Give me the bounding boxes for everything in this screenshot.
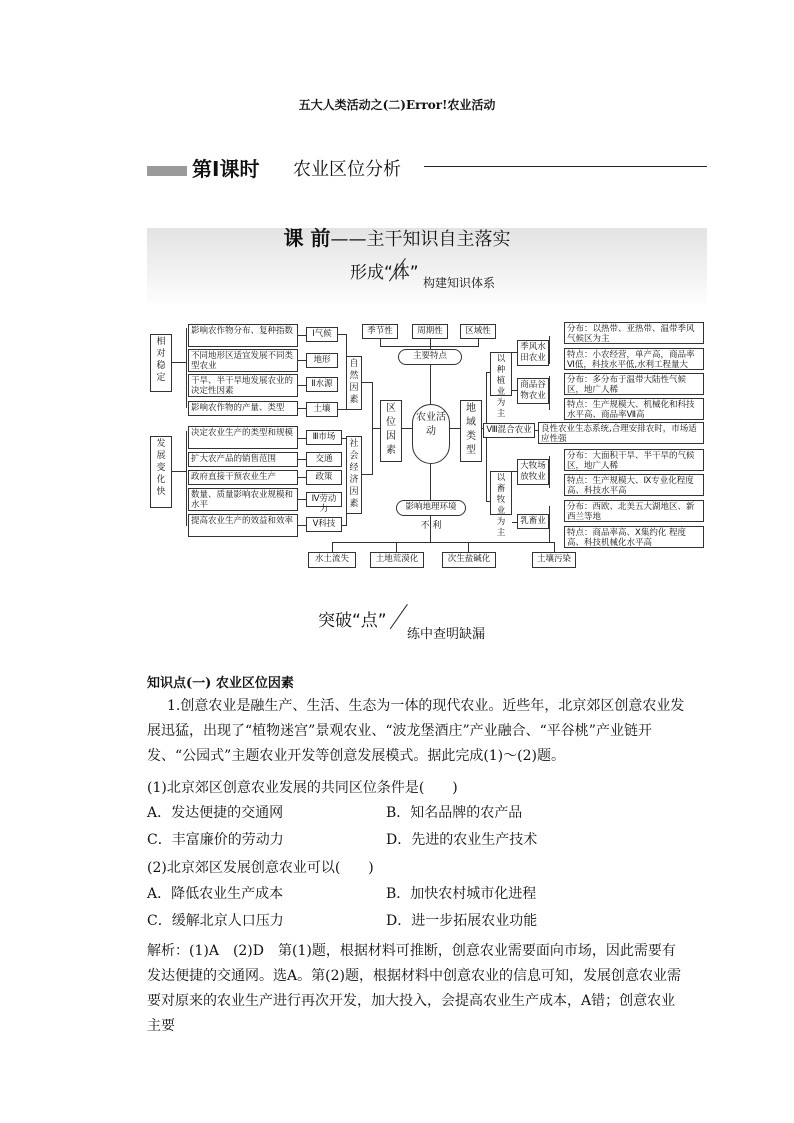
connector-line [332, 542, 554, 543]
connector-line [298, 477, 306, 478]
connector-line [298, 360, 306, 361]
grain-distribution: 分布：多分布于温带大陆性气候区，地广人稀 [564, 373, 704, 395]
connector-line [396, 542, 397, 552]
connector-line [380, 346, 479, 347]
main-features-title: 主要特点 [398, 349, 462, 365]
connector-line [549, 376, 550, 410]
knowledge-point-heading: 知识点(一) 农业区位因素 [147, 676, 294, 691]
lesson-marker-bar [147, 166, 187, 176]
connector-line [172, 471, 186, 472]
social-factor: Ⅴ科技 [306, 517, 342, 532]
social-factor-desc: 提高农业生产的效益和效率 [188, 514, 298, 537]
connector-line [430, 365, 431, 405]
form-system-title: 形成“体” [350, 263, 419, 283]
connector-line [298, 385, 306, 386]
impact-item: 次生盐碱化 [442, 552, 496, 568]
social-factor: 交通 [306, 452, 342, 467]
break-point-subtitle: 练中查明缺漏 [407, 627, 486, 642]
connector-line [362, 382, 372, 383]
social-factor: 政策 [306, 470, 342, 485]
subquestion-1: (1)北京郊区创意农业发展的共同区位条件是( ) [147, 780, 458, 796]
impact-item: 土地荒漠化 [370, 552, 424, 568]
connector-line [186, 328, 187, 408]
option: B．知名品牌的农产品 [386, 805, 523, 821]
connector-line [298, 459, 306, 460]
social-factor: Ⅳ劳动力 [306, 492, 342, 507]
connector-line [186, 431, 187, 526]
type-ranch: 大牧场放牧业 [517, 459, 549, 485]
grazing-label: 以畜牧业为主 [490, 471, 512, 515]
connector-line [380, 339, 381, 346]
connector-line [430, 339, 431, 349]
natural-factor: Ⅰ气候 [306, 327, 338, 342]
social-factor: Ⅲ市场 [306, 430, 342, 445]
social-factor-desc: 政府直接干预农业生产 [188, 470, 298, 485]
location-factors-branch: 区位因素 [380, 400, 402, 462]
option: A．降低农业生产成本 [147, 886, 284, 902]
dynamic-label: 发展变化快 [150, 436, 172, 508]
feature-item: 季节性 [362, 324, 398, 339]
natural-factor: Ⅱ水源 [306, 377, 338, 392]
type-mixed: Ⅷ混合农业 [483, 423, 535, 438]
connector-line [332, 542, 333, 552]
impact-item: 水土流失 [308, 552, 356, 568]
break-point-title: 突破“点” [318, 611, 387, 631]
connector-line [549, 336, 550, 364]
regional-types-branch: 地域类型 [460, 400, 482, 462]
mindmap-center: 农业活动 [412, 404, 450, 464]
rice-features: 特点：小农经营，单产高，商品率Ⅵ低，科技水平低,水利工程量大 [564, 348, 704, 370]
natural-factor-desc: 不同地形区适宜发展不同类型农业 [188, 349, 298, 372]
feature-item: 周期性 [412, 324, 448, 339]
connector-line [554, 542, 555, 552]
connector-line [298, 408, 306, 409]
pre-class-heading [0, 222, 794, 251]
type-rice: 季风水田农业 [517, 340, 549, 366]
connector-line [338, 409, 346, 410]
knowledge-mindmap [150, 316, 710, 572]
natural-factor-desc: 影响农作物的产量、类型 [188, 401, 298, 416]
title-slash [390, 604, 408, 629]
natural-factor-desc: 干旱、半干旱地发展农业的决定性因素 [188, 374, 298, 397]
natural-factor: 土壤 [306, 402, 338, 417]
rice-distribution: 分布：以热带、亚热带、温带季风气候区为主 [564, 322, 704, 344]
ranch-features: 特点：生产规模大、Ⅸ专业化程度高、科技水平高 [564, 474, 704, 496]
mixed-features: 良性农业生态系统,合理安排农时，市场适应性强 [538, 422, 704, 444]
connector-line [372, 428, 380, 429]
stable-label: 相对稳定 [150, 334, 172, 392]
subquestion-2: (2)北京郊区发展创意农业可以( ) [147, 860, 374, 876]
connector-line [172, 362, 186, 363]
connector-line [549, 506, 550, 542]
dairy-distribution: 分布：西欧、北美五大湖地区、新西兰等地 [564, 500, 704, 522]
connector-line [468, 542, 469, 552]
ranch-distribution: 分布：大面积干旱、半干旱的气候区，地广人稀 [564, 449, 704, 471]
natural-factor: 地形 [306, 353, 338, 368]
natural-factors-label: 自然因素 [346, 356, 362, 410]
lesson-label: 第Ⅰ课时 [192, 157, 260, 181]
connector-line [362, 474, 372, 475]
environment-impact: 影响地理环境 [396, 500, 466, 516]
option: C．丰富廉价的劳动力 [147, 832, 284, 848]
planting-label: 以种植业为主 [490, 352, 512, 396]
connector-line [338, 334, 346, 335]
form-system-subtitle: 构建知识体系 [423, 276, 496, 290]
type-dairy: 乳畜业 [517, 514, 549, 529]
natural-factor-desc: 影响农作物分布、复种指数 [188, 324, 298, 347]
social-factor-desc: 决定农业生产的类型和规模 [188, 426, 298, 449]
document-title: 五大人类活动之(二)Error!农业活动 [298, 98, 496, 112]
connector-line [549, 456, 550, 488]
connector-line [298, 499, 306, 500]
impact-item: 土壤污染 [532, 552, 576, 568]
lesson-divider [424, 166, 707, 167]
option: D．进一步拓展农业功能 [386, 913, 538, 929]
option: D．先进的农业生产技术 [386, 832, 538, 848]
answer-analysis: 解析：(1)A (2)D 第(1)题，根据材料可推断，创意农业需要面向市场，因此需要有发达便捷的交通网。选A。第(2)题，根据材料中创意农业的信息可知，发展创意农业需要对原来的农业生产进行再次开发，加大投入，会提高农业生产成本，A错；创意农业主要 [147, 943, 681, 1034]
pre-class-prefix: 课 前 [283, 226, 331, 250]
connector-line [298, 525, 306, 526]
social-factor-desc: 扩大农产品的销售范围 [188, 452, 298, 467]
impact-note: 不 利 [420, 521, 442, 531]
option: B．加快农村城市化进程 [386, 886, 537, 902]
question-stem: 1.创意农业是融生产、生活、生态为一体的现代农业。近些年，北京郊区创意农业发展迅猛，出现了“植物迷宫”景观农业、“波龙堡酒庄”产业融合、“平谷桃”产业链开发、“公园式”主题农业开发等创意发展模式。据此完成(1)～(2)题。 [147, 698, 685, 764]
social-factors-label: 社会经济因素 [346, 436, 362, 514]
connector-line [450, 428, 460, 429]
pre-class-text: ——主干知识自主落实 [330, 229, 511, 250]
connector-line [402, 428, 412, 429]
social-factor-desc: 数量、质量影响农业规模和水平 [188, 488, 298, 511]
option: A．发达便捷的交通网 [147, 805, 284, 821]
type-grain: 商品谷物农业 [517, 378, 549, 404]
connector-line [430, 464, 431, 500]
grain-features: 特点：生产规模大、机械化和科技水平高、商品率Ⅶ高 [564, 398, 704, 420]
lesson-topic: 农业区位分析 [293, 159, 401, 180]
feature-item: 区域性 [460, 324, 496, 339]
dairy-features: 特点：商品率高、Ⅹ集约化 程度高、科技机械化水平高 [564, 526, 704, 548]
connector-line [298, 438, 306, 439]
connector-line [298, 335, 306, 336]
option: C．缓解北京人口压力 [147, 913, 284, 929]
connector-line [478, 339, 479, 346]
